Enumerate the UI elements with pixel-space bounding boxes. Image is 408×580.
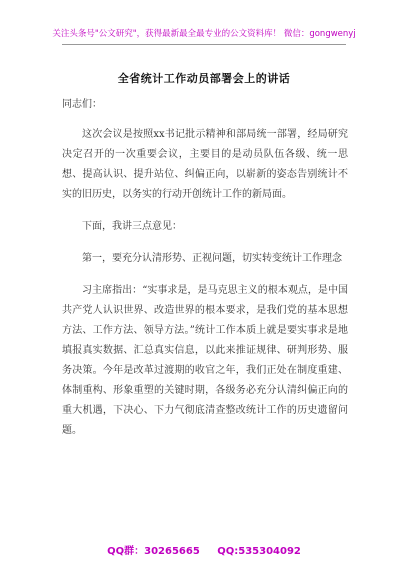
document-body (62, 95, 348, 441)
footer-contact (0, 542, 408, 557)
salutation: 同志们： (62, 99, 102, 110)
qq-group-text: QQ群：30265665 (107, 546, 200, 557)
section-heading: 第一，要充分认清形势、正视问题，切实转变统计工作理念 (82, 253, 342, 264)
paragraph: 下面，我讲三点意见： (82, 221, 182, 232)
header-divider (62, 44, 346, 45)
header-note: 关注头条号"公文研究"，获得最新最全最专业的公文资料库！ 微信：gongwenyj (52, 29, 356, 39)
paragraph: 这次会议是按照xx书记批示精神和部局统一部署，经局研究决定召开的一次重要会议，主要目的是动员队伍各级、统一思想、提高认识、提升站位、纠偏正向，以崭新的姿态告别统计不实的旧历史，以务实的行动开创统计工作的新局面。 (62, 129, 348, 200)
qq-text: QQ:535304092 (217, 546, 301, 557)
paragraph: 习主席指出：“实事求是，是马克思主义的根本观点，是中国共产党人认识世界、改造世界的根本要求，是我们党的基本思想方法、工作方法、领导方法。”统计工作本质上就是要实事求是地填报真实数据、汇总真实信息，以此来推证规律、研判形势、服务决策。今年是改革过渡期的收官之年，我们正处在制度重建、体制重构、形象重塑的关键时期，各级务必充分认清纠偏正向的重大机遇，下决心、下力气彻底清查整改统计工作的历史遗留问题。 (62, 285, 348, 436)
document-title: 全省统计工作动员部署会上的讲话 (117, 72, 291, 85)
